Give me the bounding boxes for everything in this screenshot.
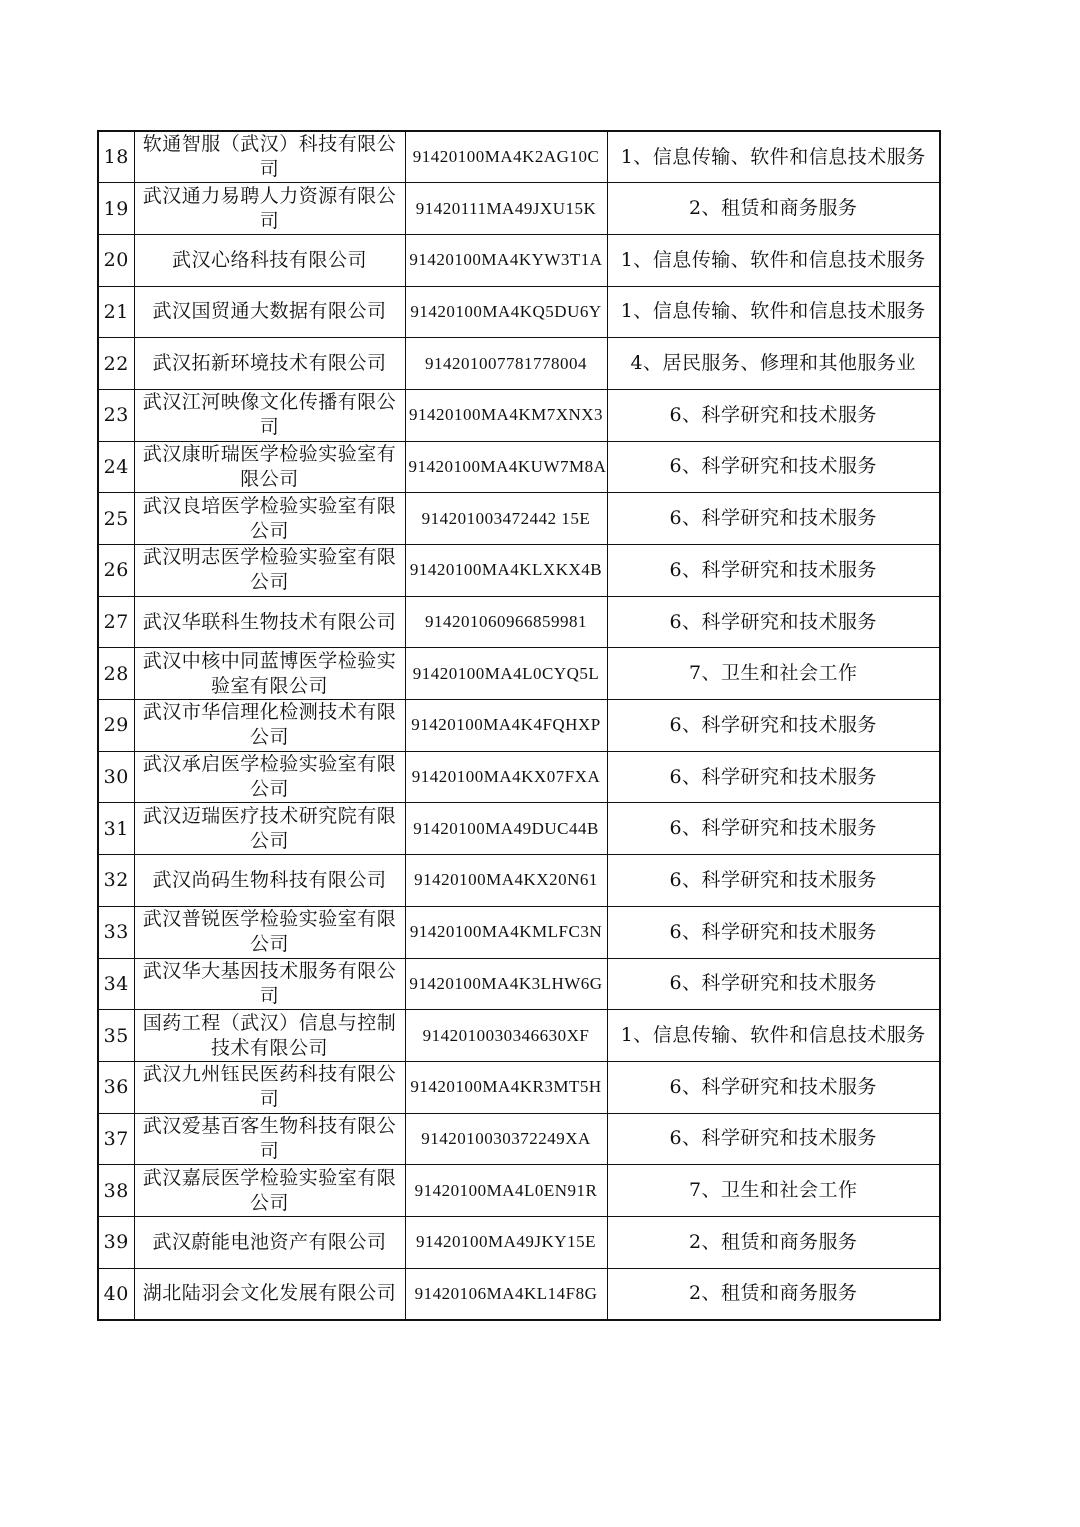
industry-cell: 6、科学研究和技术服务	[607, 958, 940, 1010]
company-name-cell: 武汉拓新环境技术有限公司	[134, 338, 405, 390]
company-name-cell: 软通智服（武汉）科技有限公司	[134, 131, 405, 183]
company-name-cell: 武汉承启医学检验实验室有限公司	[134, 751, 405, 803]
company-name-cell: 武汉中核中同蓝博医学检验实验室有限公司	[134, 648, 405, 700]
row-number-cell: 31	[98, 803, 134, 855]
company-name-cell: 武汉华大基因技术服务有限公司	[134, 958, 405, 1010]
row-number-cell: 26	[98, 545, 134, 597]
credit-code-cell: 91420100MA4KLXKX4B	[405, 545, 607, 597]
row-number-cell: 22	[98, 338, 134, 390]
table-row	[98, 545, 940, 597]
row-number-cell: 38	[98, 1165, 134, 1217]
credit-code-cell: 91420100MA4KM7XNX3	[405, 389, 607, 441]
company-name-cell: 武汉明志医学检验实验室有限公司	[134, 545, 405, 597]
row-number-cell: 25	[98, 493, 134, 545]
row-number-cell: 23	[98, 389, 134, 441]
credit-code-cell: 9142010030346630XF	[405, 1010, 607, 1062]
row-number-cell: 32	[98, 855, 134, 907]
table-row	[98, 286, 940, 338]
company-name-cell: 武汉九州钰民医药科技有限公司	[134, 1061, 405, 1113]
company-name-cell: 武汉尚码生物科技有限公司	[134, 855, 405, 907]
industry-cell: 6、科学研究和技术服务	[607, 855, 940, 907]
industry-cell: 6、科学研究和技术服务	[607, 700, 940, 752]
company-name-cell: 武汉嘉辰医学检验实验室有限公司	[134, 1165, 405, 1217]
company-name-cell: 武汉良培医学检验实验室有限公司	[134, 493, 405, 545]
industry-cell: 6、科学研究和技术服务	[607, 545, 940, 597]
industry-cell: 4、居民服务、修理和其他服务业	[607, 338, 940, 390]
credit-code-cell: 91420100MA4KQ5DU6Y	[405, 286, 607, 338]
table-row	[98, 389, 940, 441]
industry-cell: 6、科学研究和技术服务	[607, 1113, 940, 1165]
industry-cell: 2、租赁和商务服务	[607, 183, 940, 235]
industry-cell: 2、租赁和商务服务	[607, 1268, 940, 1320]
table-row	[98, 1165, 940, 1217]
table-row	[98, 700, 940, 752]
industry-cell: 1、信息传输、软件和信息技术服务	[607, 234, 940, 286]
industry-cell: 6、科学研究和技术服务	[607, 751, 940, 803]
credit-code-cell: 914201060966859981	[405, 596, 607, 648]
industry-cell: 6、科学研究和技术服务	[607, 1061, 940, 1113]
credit-code-cell: 914201003472442 15E	[405, 493, 607, 545]
row-number-cell: 27	[98, 596, 134, 648]
credit-code-cell: 9142010030372249XA	[405, 1113, 607, 1165]
table-row	[98, 648, 940, 700]
row-number-cell: 30	[98, 751, 134, 803]
company-name-cell: 武汉康昕瑞医学检验实验室有限公司	[134, 441, 405, 493]
row-number-cell: 20	[98, 234, 134, 286]
credit-code-cell: 91420100MA4KR3MT5H	[405, 1061, 607, 1113]
row-number-cell: 29	[98, 700, 134, 752]
company-list-table	[97, 130, 941, 1321]
credit-code-cell: 91420100MA4K2AG10C	[405, 131, 607, 183]
table-row	[98, 1268, 940, 1320]
company-name-cell: 武汉心络科技有限公司	[134, 234, 405, 286]
row-number-cell: 33	[98, 906, 134, 958]
credit-code-cell: 91420100MA4L0EN91R	[405, 1165, 607, 1217]
credit-code-cell: 91420100MA49DUC44B	[405, 803, 607, 855]
table-row	[98, 234, 940, 286]
industry-cell: 6、科学研究和技术服务	[607, 906, 940, 958]
company-name-cell: 武汉蔚能电池资产有限公司	[134, 1216, 405, 1268]
industry-cell: 6、科学研究和技术服务	[607, 389, 940, 441]
industry-cell: 2、租赁和商务服务	[607, 1216, 940, 1268]
credit-code-cell: 91420100MA4KYW3T1A	[405, 234, 607, 286]
industry-cell: 7、卫生和社会工作	[607, 648, 940, 700]
industry-cell: 1、信息传输、软件和信息技术服务	[607, 1010, 940, 1062]
row-number-cell: 21	[98, 286, 134, 338]
company-name-cell: 湖北陆羽会文化发展有限公司	[134, 1268, 405, 1320]
table-row	[98, 803, 940, 855]
row-number-cell: 28	[98, 648, 134, 700]
industry-cell: 6、科学研究和技术服务	[607, 493, 940, 545]
row-number-cell: 36	[98, 1061, 134, 1113]
row-number-cell: 24	[98, 441, 134, 493]
table-row	[98, 1216, 940, 1268]
company-name-cell: 武汉市华信理化检测技术有限公司	[134, 700, 405, 752]
company-name-cell: 武汉迈瑞医疗技术研究院有限公司	[134, 803, 405, 855]
table-row	[98, 906, 940, 958]
table-row	[98, 338, 940, 390]
industry-cell: 6、科学研究和技术服务	[607, 596, 940, 648]
row-number-cell: 18	[98, 131, 134, 183]
table-body	[98, 131, 940, 1320]
row-number-cell: 35	[98, 1010, 134, 1062]
credit-code-cell: 914201007781778004	[405, 338, 607, 390]
credit-code-cell: 91420100MA4KX20N61	[405, 855, 607, 907]
company-name-cell: 武汉普锐医学检验实验室有限公司	[134, 906, 405, 958]
credit-code-cell: 91420100MA4K3LHW6G	[405, 958, 607, 1010]
credit-code-cell: 91420100MA49JKY15E	[405, 1216, 607, 1268]
row-number-cell: 40	[98, 1268, 134, 1320]
credit-code-cell: 91420111MA49JXU15K	[405, 183, 607, 235]
industry-cell: 6、科学研究和技术服务	[607, 803, 940, 855]
company-name-cell: 武汉江河映像文化传播有限公司	[134, 389, 405, 441]
table-row	[98, 131, 940, 183]
credit-code-cell: 91420100MA4K4FQHXP	[405, 700, 607, 752]
row-number-cell: 19	[98, 183, 134, 235]
credit-code-cell: 91420100MA4KUW7M8A	[405, 441, 607, 493]
row-number-cell: 34	[98, 958, 134, 1010]
table-row	[98, 751, 940, 803]
credit-code-cell: 91420106MA4KL14F8G	[405, 1268, 607, 1320]
industry-cell: 7、卫生和社会工作	[607, 1165, 940, 1217]
industry-cell: 1、信息传输、软件和信息技术服务	[607, 131, 940, 183]
credit-code-cell: 91420100MA4L0CYQ5L	[405, 648, 607, 700]
table-row	[98, 596, 940, 648]
table-row	[98, 1010, 940, 1062]
table-row	[98, 493, 940, 545]
company-name-cell: 武汉华联科生物技术有限公司	[134, 596, 405, 648]
company-name-cell: 国药工程（武汉）信息与控制技术有限公司	[134, 1010, 405, 1062]
credit-code-cell: 91420100MA4KMLFC3N	[405, 906, 607, 958]
industry-cell: 1、信息传输、软件和信息技术服务	[607, 286, 940, 338]
company-name-cell: 武汉国贸通大数据有限公司	[134, 286, 405, 338]
company-name-cell: 武汉通力易聘人力资源有限公司	[134, 183, 405, 235]
table-row	[98, 958, 940, 1010]
table-row	[98, 1061, 940, 1113]
table-row	[98, 441, 940, 493]
industry-cell: 6、科学研究和技术服务	[607, 441, 940, 493]
table-row	[98, 855, 940, 907]
table-row	[98, 183, 940, 235]
table-row	[98, 1113, 940, 1165]
credit-code-cell: 91420100MA4KX07FXA	[405, 751, 607, 803]
row-number-cell: 39	[98, 1216, 134, 1268]
company-name-cell: 武汉爱基百客生物科技有限公司	[134, 1113, 405, 1165]
row-number-cell: 37	[98, 1113, 134, 1165]
